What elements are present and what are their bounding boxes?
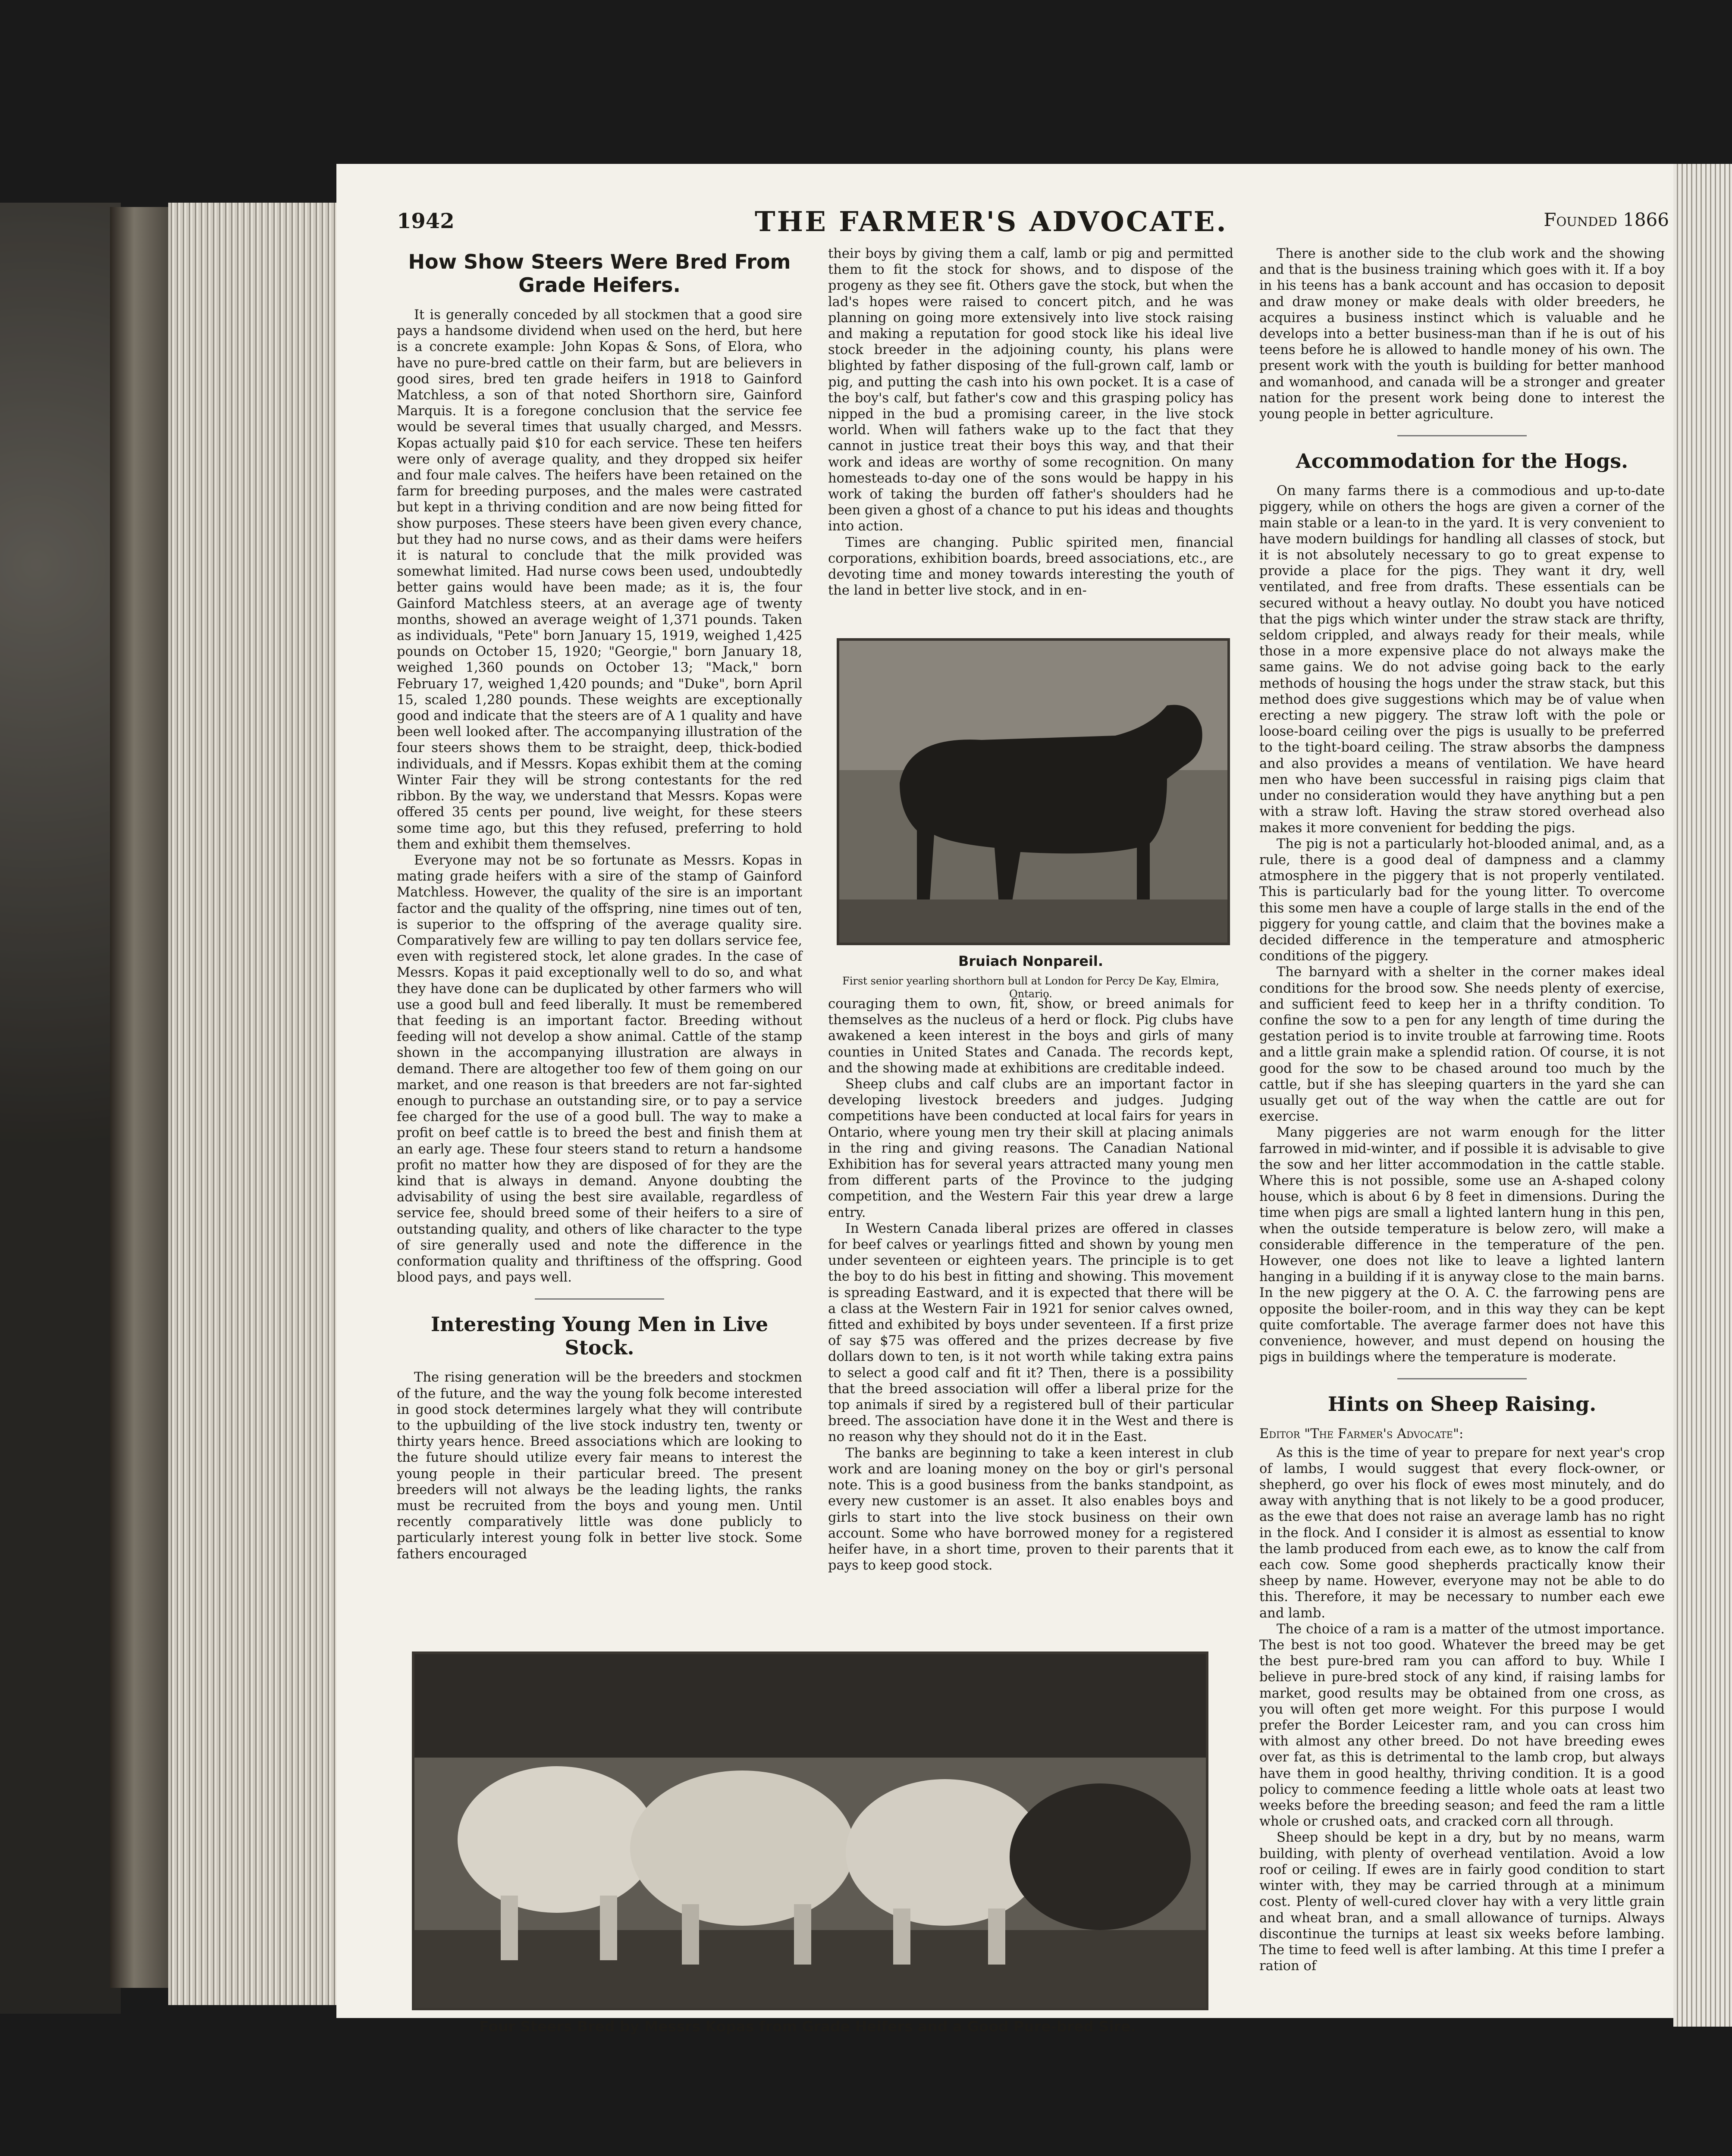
paragraph: couraging them to own, fit, show, or breed animals for themselves as the nucleus of a herd or flock. Pig clubs have awakened a keen interest in the boys and girls of many counties in United States and Canada. The records kept, and the showing made at exhibitions are creditable indeed. [828, 997, 1233, 1076]
masthead-title: THE FARMER'S ADVOCATE. [755, 206, 1228, 238]
article-title-hogs: Accommodation for the Hogs. [1296, 449, 1628, 473]
paragraph: Everyone may not be so fortunate as Messrs. Kopas in mating grade heifers with a sire of the stamp of Gainford Matchless. However, the quality of the sire is an important factor and the quality of the offspring, nine times out of ten, is superior to the offspring of the average quality sire. Comparatively few are willing to pay ten dollars service fee, even with registered stock, let alone grades. In the case of Messrs. Kopas it paid exceptionally well to do so, and what they have done can be duplicated by other farmers who will use a good bull and feed liberally. It must be remembered that feeding is an important factor. Breeding without feeding will not develop a show animal. Cattle of the stamp shown in the accompanying illustration are always in demand. There are altogether too few of them going on our market, and one reason is that breeders are not far-sighted enough to purchase an outstanding sire, or to pay a service fee charged for the use of a good bull. The way to make a profit on beef cattle is to breed the best and finish them at an early age. These four steers stand to return a handsome profit no matter how they are disposed of for they are the kind that is always in demand. Anyone doubting the advisability of using the best sire available, regardless of service fee, should breed some of their heifers to a sire of outstanding quality, and others of like character to the type of sire generally used and note the difference in the conformation quality and thriftiness of the offspring. Good blood pays, and pays well. [397, 852, 802, 1285]
bull-photo-title: Bruiach Nonpareil. [958, 953, 1104, 969]
steers-photo-caption: Four Steers Bred by Messrs Kopas from Grade Heifers and a Good Pure-bred Sire. [479, 2018, 1136, 2035]
steers-scene [414, 1654, 1206, 2008]
section-divider [1397, 435, 1527, 436]
article-title-young-men: Interesting Young Men in Live Stock. [430, 1313, 769, 1360]
paragraph: It is generally conceded by all stockmen that a good sire pays a handsome dividend when used on the herd, but here is a concrete example: John Kopas & Sons, of Elora, who have no pure-bred cattle on their farm, but are believers in good sires, bred ten grade heifers in 1918 to Gainford Matchless, a son of that noted Shorthorn sire, Gainford Marquis. It is a foregone conclusion that the service fee would be several times that usually charged, and Messrs. Kopas actually paid $10 for each service. These ten heifers were only of average quality, and they dropped six heifer and four male calves. The heifers have been retained on the farm for breeding purposes, and the males were castrated but kept in a thriving condition and are now being fitted for show purposes. These steers have been given every chance, but they had no nurse cows, and as their dams were heifers it is natural to conclude that the milk provided was somewhat limited. Had nurse cows been used, undoubtedly better gains would have been made; as it is, the four Gainford Matchless steers, at an average age of twenty months, showed an average weight of 1,371 pounds. Taken as individuals, "Pete" born January 15, 1919, weighed 1,425 pounds on October 15, 1920; "Georgie," born January 18, weighed 1,360 pounds on October 13; "Mack," born February 17, weighed 1,420 pounds; and "Duke", born April 15, scaled 1,280 pounds. These weights are exceptionally good and indicate that the steers are of A 1 quality and have been well looked after. The accompanying illustration of the four steers shows them to be straight, deep, thick-bodied individuals, and if Messrs. Kopas exhibit them at the coming Winter Fair they will be strong contestants for the red ribbon. By the way, we understand that Messrs. Kopas were offered 35 cents per pound, live weight, for these steers some time ago, but this they refused, preferring to hold them and exhibit them themselves. [397, 307, 802, 852]
paragraph: There is another side to the club work and the showing and that is the business training which goes with it. If a boy in his teens has a bank account and has occasion to deposit and draw money or make deals with older breeders, he acquires a business instinct which is valuable and he develops into a better business-man than if he is out of his teens before he is allowed to handle money of his own. The present work with the youth is building for better manhood and womanhood, and canada will be a stronger and greater nation for the present work being done to interest the young people in better agriculture. [1259, 246, 1665, 422]
bull-photograph [837, 638, 1230, 945]
paragraph: Sheep clubs and calf clubs are an important factor in developing livestock breeders and judges. Judging competitions have been conducted at local fairs for years in Ontario, where young men try their skill at placing animals in the ring and giving reasons. The Canadian National Exhibition has for several years attracted many young men from different parts of the Province to the judging competition, and the Western Fair this year drew a large entry. [828, 1077, 1233, 1220]
bull-silhouette [839, 641, 1227, 943]
column-2 [828, 246, 1233, 599]
running-header [397, 206, 1673, 244]
article-title-sheep: Hints on Sheep Raising. [1327, 1392, 1597, 1416]
column-3 [1259, 246, 1665, 1974]
magazine-page [336, 164, 1673, 2035]
paragraph: The pig is not a particularly hot-blooded animal, and, as a rule, there is a good deal of dampness and a clammy atmosphere in the piggery that is not properly ventilated. This is particularly bad for the young litter. To overcome this some men have a couple of large stalls in the end of the piggery for young cattle, and claim that the bovines make a decided difference in the temperature and atmospheric conditions of the piggery. [1259, 836, 1665, 964]
section-divider [1397, 1378, 1527, 1379]
section-divider [535, 1298, 664, 1300]
founded-note: Founded 1866 [1544, 209, 1669, 230]
book-spine [110, 207, 170, 1988]
bull-photo-caption: First senior yearling shorthorn bull at London for Percy De Kay, Elmira, Ontario. [842, 975, 1219, 1000]
article-title-show-steers: How Show Steers Were Bred From Grade Heifers. [408, 250, 791, 297]
page-edges-right [1673, 164, 1732, 2027]
paragraph: On many farms there is a commodious and up-to-date piggery, while on others the hogs are given a corner of the main stable or a lean-to in the yard. It is very convenient to have modern buildings for handling all classes of stock, but it is not absolutely necessary to go to great expense to provide a place for the pigs. They want it dry, well ventilated, and free from drafts. These essentials can be secured without a heavy outlay. No doubt you have noticed that the pigs which winter under the straw stack are thrifty, seldom crippled, and always ready for their meals, while those in a more expensive place do not always make the same gains. We do not advise going back to the early methods of housing the hogs under the straw stack, but this method does give suggestions which may be of value when erecting a new piggery. The straw loft with the pole or loose-board ceiling over the pigs is usually to be preferred to the tight-board ceiling. The straw absorbs the dampness and also provides a means of ventilation. We have heard men who have been successful in raising pigs claim that under no consideration would they have anything but a pen with a straw loft. Having the straw stored overhead also makes it more convenient for bedding the pigs. [1259, 483, 1665, 836]
column-1 [397, 246, 802, 1562]
paragraph: Many piggeries are not warm enough for the litter farrowed in mid-winter, and if possible it is advisable to give the sow and her litter accommodation in the cattle stable. Where this is not possible, some use an A-shaped colony house, which is about 6 by 8 feet in dimensions. During the time when pigs are small a lighted lantern hung in this pen, when the outside temperature is below zero, will make a considerable difference in the temperature of the pen. However, one does not like to leave a lighted lantern hanging in a building if it is anyway close to the main barns. In the new piggery at the O. A. C. the farrowing pens are opposite the boiler-room, and in this way they can be kept quite comfortable. The average farmer does not have this convenience, however, and must depend on housing the pigs in buildings where the temperature is moderate. [1259, 1125, 1665, 1365]
paragraph: The rising generation will be the breeders and stockmen of the future, and the way the young folk become interested in good stock determines largely what they will contribute to the upbuilding of the live stock industry ten, twenty or thirty years hence. Breed associations which are looking to the future should utilize every fair means to interest the young people in their particular breed. The present breeders will not always be the leading lights, the ranks must be recruited from the boys and young men. Until recently comparatively little was done publicly to particularly interest young folk in better live stock. Some fathers encouraged [397, 1370, 802, 1562]
paragraph: The barnyard with a shelter in the corner makes ideal conditions for the brood sow. She needs plenty of exercise, and sufficient feed to keep her in a thrifty condition. To confine the sow to a pen for any length of time during the gestation period is to invite trouble at farrowing time. Roots and a little grain make a splendid ration. Of course, it is not good for the sow to be chased around too much by the cattle, but if she has sleeping quarters in the yard she can usually get out of the way when the cattle are out for exercise. [1259, 965, 1665, 1125]
paragraph: The banks are beginning to take a keen interest in club work and are loaning money on the boy or girl's personal note. This is a good business from the banks standpoint, as every new customer is an asset. It also enables boys and girls to start into the live stock business on their own account. Some who have borrowed money for a registered heifer have, in a short time, proven to their parents that it pays to keep good stock. [828, 1445, 1233, 1573]
column-2-lower [828, 996, 1233, 1573]
paragraph: In Western Canada liberal prizes are offered in classes for beef calves or yearlings fitted and shown by young men under seventeen or eighteen years. The principle is to get the boy to do his best in fitting and showing. This movement is spreading Eastward, and it is expected that there will be a class at the Western Fair in 1921 for senior calves owned, fitted and exhibited by boys under seventeen. If a first prize of say $75 was offered and the prizes decrease by five dollars down to ten, is it not worth while taking extra pains to select a good calf and fit it? Then, there is a possibility that the breed association will offer a liberal prize for the top animals if sired by a registered bull of their particular breed. The association have done it in the West and there is no reason why they should not do it in the East. [828, 1221, 1233, 1445]
paragraph: As this is the time of year to prepare for next year's crop of lambs, I would suggest that every flock-owner, or shepherd, go over his flock of ewes most minutely, and do away with anything that is not likely to be a good producer, as the ewe that does not raise an average lamb has no right in the flock. And I consider it is almost as essential to know the lamb produced from each ewe, as to know the calf from each cow. Some good shepherds practically know their sheep by name. However, everyone may not be able to do this. Therefore, it may be necessary to number each ewe and lamb. [1259, 1445, 1665, 1621]
paragraph: their boys by giving them a calf, lamb or pig and permitted them to fit the stock for shows, and to dispose of the progeny as they see fit. Others gave the stock, but when the lad's hopes were raised to concert pitch, and he was planning on going more extensively into live stock raising and making a reputation for good stock like his ideal live stock breeder in the adjoining county, his plans were blighted by father disposing of the full-grown calf, lamb or pig, and putting the cash into his own pocket. It is a case of the boy's calf, but father's cow and this grasping policy has nipped in the bud a promising career, in the live stock world. When will fathers wake up to the fact that they cannot in justice treat their boys this way, and that their work and ideas are worthy of some recognition. On many homesteads to-day one of the sons would be happy in his work of taking the burden off father's shoulders had he been given a ghost of a chance to put his ideas and thoughts into action. [828, 246, 1233, 534]
page-number: 1942 [397, 209, 455, 233]
page-edges-left [168, 203, 336, 2005]
steers-photograph [412, 1651, 1208, 2010]
paragraph: Sheep should be kept in a dry, but by no means, warm building, with plenty of overhead ventilation. Avoid a low roof or ceiling. If ewes are in fairly good condition to start winter with, they may be carried through at a minimum cost. Plenty of well-cured clover hay with a very little grain and wheat bran, and a small allowance of turnips. Always discontinue the turnips at least six weeks before lambing. The time to feed well is after lambing. At this time I prefer a ration of [1259, 1830, 1665, 1974]
editor-salutation: Editor "The Farmer's Advocate": [1259, 1426, 1464, 1442]
book-cover-edge [0, 203, 121, 2014]
paragraph: The choice of a ram is a matter of the utmost importance. The best is not too good. Whatever the breed may be get the best pure-bred ram you can afford to buy. While I believe in pure-bred stock of any kind, if raising lambs for market, good results may be obtained from one cross, as you will often get more weight. For this purpose I would prefer the Border Leicester ram, and you can cross him with almost any other breed. Do not have breeding ewes over fat, as this is detrimental to the lamb crop, but always have them in good healthy, thriving condition. It is a good policy to commence feeding a little whole oats at least two weeks before the breeding season; and feed the ram a little whole or crushed oats, and cracked corn all through. [1259, 1621, 1665, 1830]
paragraph: Times are changing. Public spirited men, financial corporations, exhibition boards, breed associations, etc., are devoting time and money towards interesting the youth of the land in better live stock, and in en- [828, 535, 1233, 599]
